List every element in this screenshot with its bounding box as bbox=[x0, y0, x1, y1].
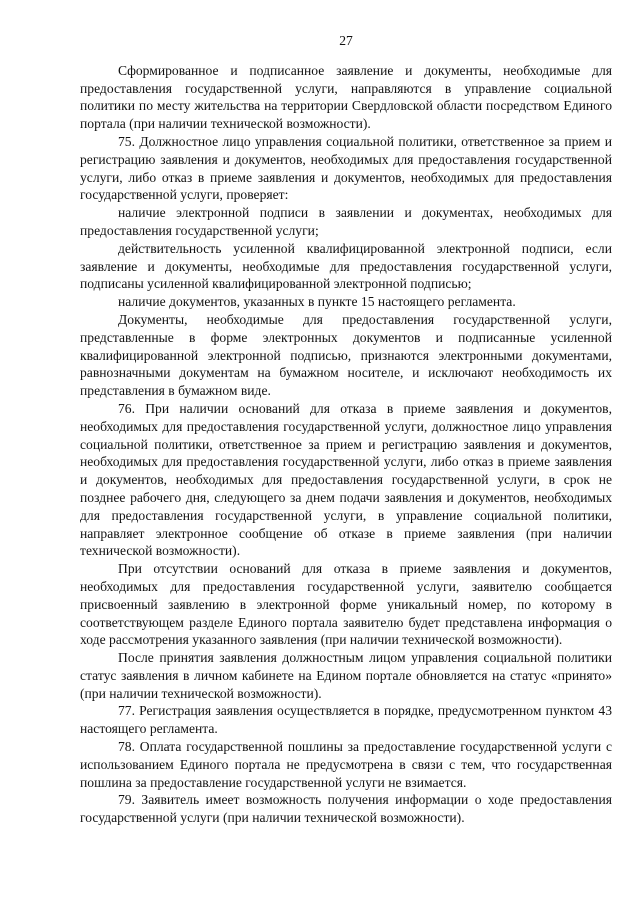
paragraph-electronic-documents: Документы, необходимые для предоставления государственной услуги, представленные в форме электронных документов и подписанные усиленной квалифицированной электронной подписью, признаются электронными документами, равнозначными документам на бумажном носителе, и исключают необходимость их представления в бумажном виде. bbox=[80, 311, 612, 399]
paragraph-75-signature-presence: наличие электронной подписи в заявлении и документах, необходимых для предоставления государственной услуги; bbox=[80, 205, 612, 238]
paragraph-76-no-grounds: При отсутствии оснований для отказа в приеме заявления и документов, необходимых для предоставления государственной услуги, заявителю сообщается присвоенный заявлению в электронной форме уникальный номер, по которому в соответствующем разделе Единого портала заявителю будет представлена информация о ходе рассмотрения указанного заявления (при наличии технической возможности). bbox=[80, 561, 612, 648]
paragraph-submission: Сформированное и подписанное заявление и документы, необходимые для предоставления государственной услуги, направляются в управление социальной политики по месту жительства на территории Свердловской области посредством Единого портала (при наличии технической возможности). bbox=[80, 62, 612, 132]
page-number: 27 bbox=[339, 33, 353, 48]
paragraph-75-documents-presence: наличие документов, указанных в пункте 15 настоящего регламента. bbox=[118, 294, 516, 310]
paragraph-75: 75. Должностное лицо управления социальной политики, ответственное за прием и регистрацию заявления и документов, необходимых для предоставления государственной услуги, либо отказ в приеме заявления и документов, необходимых для предоставления государственной услуги, проверяет: bbox=[80, 133, 612, 203]
paragraph-77: 77. Регистрация заявления осуществляется в порядке, предусмотренном пунктом 43 настоящего регламента. bbox=[80, 703, 612, 737]
paragraph-78: 78. Оплата государственной пошлины за предоставление государственной услуги с использованием Единого портала не предусмотрена в связи с тем, что государственная пошлина за предоставление государственной услуги не взимается. bbox=[80, 739, 612, 790]
paragraph-76-status-accepted: После принятия заявления должностным лицом управления социальной политики статус заявления в личном кабинете на Едином портале обновляется на статус «принято» (при наличии технической возможности). bbox=[80, 650, 612, 701]
paragraph-79: 79. Заявитель имеет возможность получения информации о ходе предоставления государственной услуги (при наличии технической возможности). bbox=[80, 792, 612, 826]
paragraph-76: 76. При наличии оснований для отказа в приеме заявления и документов, необходимых для предоставления государственной услуги, должностное лицо управления социальной политики, ответственное за прием и регистрацию заявления и документов, необходимых для предоставления государственной услуги, либо отказ в приеме заявления и документов, необходимых для предоставления государственной услуги, в срок не позднее рабочего дня, следующего за днем подачи заявления и документов, необходимых для предоставления государственной услуги, в управление социальной политики, направляет электронное сообщение об отказе в приеме заявления (при наличии технической возможности). bbox=[80, 400, 612, 559]
paragraph-75-signature-validity: действительность усиленной квалифицированной электронной подписи, если заявление и документы, необходимые для предоставления государственной услуги, подписаны усиленной квалифицированной электронной подписью; bbox=[80, 240, 612, 292]
